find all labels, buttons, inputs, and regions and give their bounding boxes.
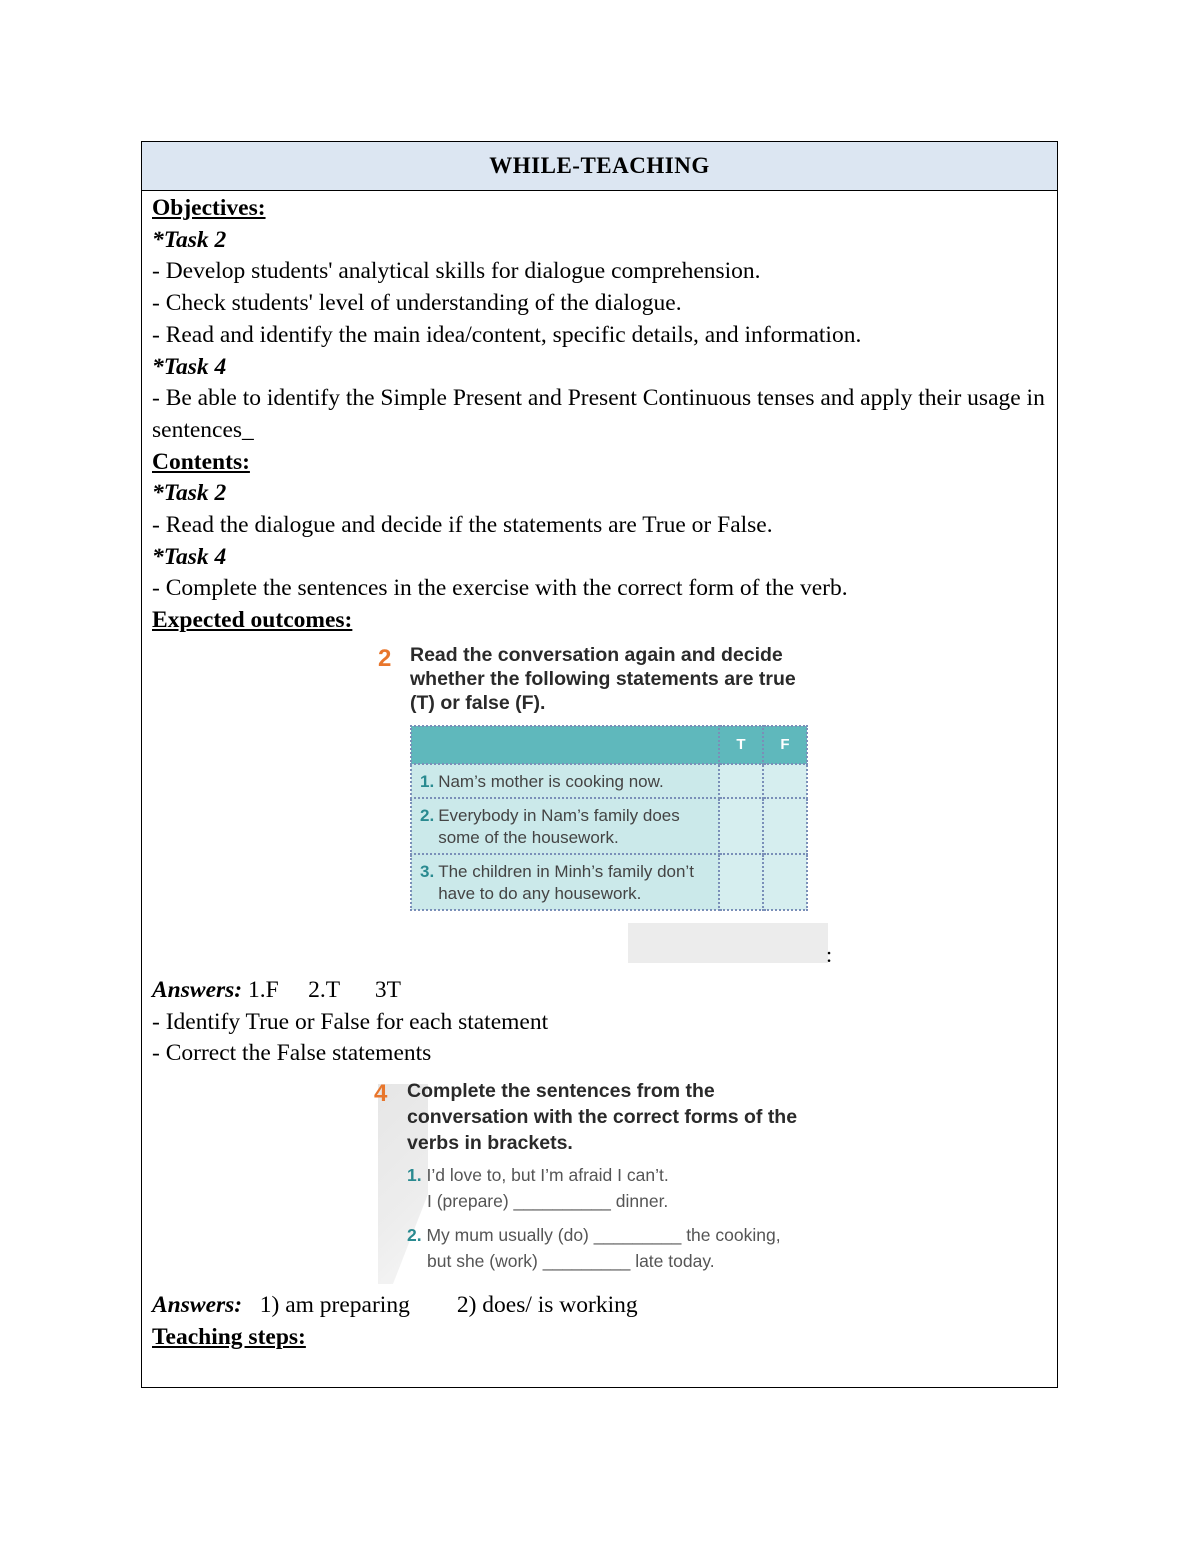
objective-line: - Develop students' analytical skills for dialogue comprehension. (152, 258, 761, 285)
contents-task2-text: - Read the dialogue and decide if the statements are True or False. (152, 512, 773, 539)
false-column-header: F (763, 726, 807, 764)
exercise-4-number: 4 (374, 1079, 388, 1107)
answers-label: Answers: (152, 976, 243, 1003)
statement-column-header (411, 726, 719, 764)
table-row (411, 854, 807, 910)
statement-text: The children in Minh’s family don’t have to do any housework. (438, 861, 694, 903)
table-row (411, 764, 807, 798)
objective-line: - Read and identify the main idea/content, specific details, and information. (152, 321, 862, 348)
trailing-mark: : (826, 941, 833, 967)
after-line: - Correct the False statements (152, 1040, 432, 1067)
answers-2-line (152, 975, 1047, 1007)
true-cell (719, 854, 763, 910)
section-title: WHILE-TEACHING (489, 153, 710, 178)
statement-text: Nam’s mother is cooking now. (438, 771, 664, 791)
contents-task4-label: *Task 4 (152, 543, 227, 570)
statement-number: 2. (420, 805, 435, 825)
answers-2-text: 1.F 2.T 3T (242, 976, 401, 1003)
false-cell (763, 854, 807, 910)
objectives-task4-label: *Task 4 (152, 353, 227, 380)
exercise-4-item-2 (407, 1222, 781, 1274)
exercise-2-instruction: Read the conversation again and decide whether the following statements are true (T) or false (F). (410, 643, 796, 714)
item-number: 2. (407, 1224, 422, 1245)
answers-label: Answers: (152, 1291, 243, 1318)
section-body (142, 191, 1057, 1353)
true-false-table (410, 725, 808, 911)
lesson-table (141, 141, 1058, 1388)
objective-task4-text: - Be able to identify the Simple Present and Present Continuous tenses and apply their usage in sentences_ (152, 385, 1045, 443)
false-cell (763, 764, 807, 798)
statement-number: 1. (420, 771, 435, 791)
after-line: - Identify True or False for each statement (152, 1008, 549, 1035)
expected-outcomes-heading: Expected outcomes: (152, 607, 353, 634)
item-text: My mum usually (do) _________ the cooking, (426, 1224, 781, 1245)
statement-number: 3. (420, 861, 435, 881)
true-column-header: T (719, 726, 763, 764)
section-header (142, 142, 1057, 191)
watermark-shape (628, 923, 828, 963)
contents-heading: Contents: (152, 448, 250, 475)
contents-task2-label: *Task 2 (152, 480, 227, 507)
teaching-steps-heading: Teaching steps: (152, 1323, 306, 1350)
exercise-4-image (152, 1076, 1047, 1290)
objective-line: - Check students' level of understanding of the dialogue. (152, 290, 682, 317)
table-row (411, 798, 807, 854)
true-cell (719, 798, 763, 854)
contents-task4-text: - Complete the sentences in the exercise with the correct form of the verb. (152, 575, 848, 602)
item-text: I (prepare) __________ dinner. (427, 1190, 669, 1211)
item-number: 1. (407, 1164, 422, 1185)
item-text: I’d love to, but I’m afraid I can’t. (426, 1164, 669, 1185)
statement-text: Everybody in Nam’s family does some of the housework. (438, 805, 680, 847)
answers-4-line (152, 1290, 1047, 1322)
exercise-2-number: 2 (378, 644, 392, 672)
exercise-2-image (152, 641, 1047, 975)
objectives-heading: Objectives: (152, 195, 266, 221)
exercise-4-item-1 (407, 1162, 669, 1214)
answers-4-text: 1) am preparing 2) does/ is working (242, 1291, 638, 1318)
table-header-row (411, 726, 807, 764)
exercise-4-instruction: Complete the sentences from the conversation with the correct forms of the verbs in brackets. (407, 1079, 798, 1154)
objectives-task2-label: *Task 2 (152, 226, 227, 253)
false-cell (763, 798, 807, 854)
item-text: but she (work) _________ late today. (427, 1250, 715, 1271)
true-cell (719, 764, 763, 798)
